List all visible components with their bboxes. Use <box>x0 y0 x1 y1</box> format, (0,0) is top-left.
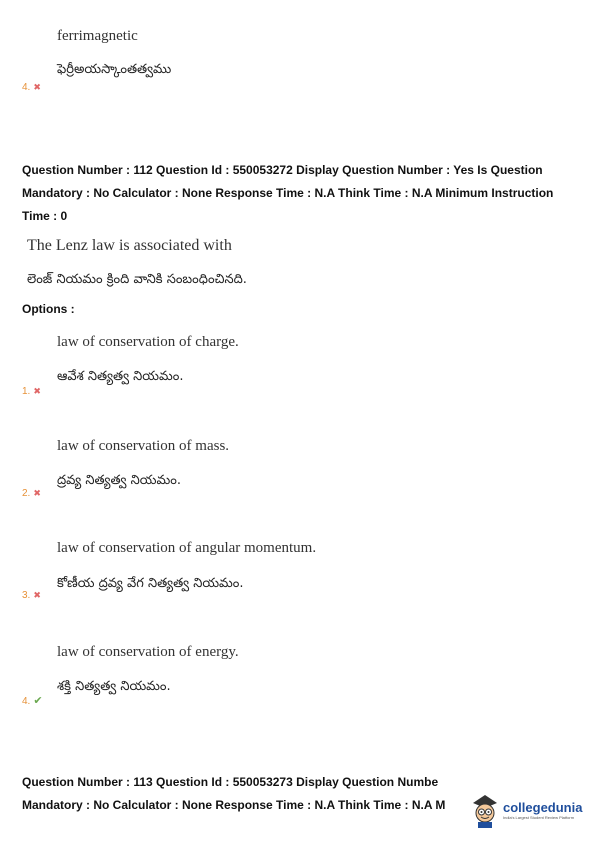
option-4-number-text: 4. <box>22 696 31 707</box>
options-label: Options : <box>22 302 75 316</box>
next-meta-line-2: Mandatory : No Calculator : None Response Time : N.A Think Time : N.A M <box>22 798 446 812</box>
option-2-number <box>22 488 41 499</box>
option-4-telugu: శక్తి నిత్యత్వ నియమం. <box>57 679 171 694</box>
cross-icon: ✖ <box>33 590 41 600</box>
cross-icon: ✖ <box>33 488 41 498</box>
option-1-telugu: ఆవేశ నిత్యత్వ నియమం. <box>57 369 184 384</box>
option-3-number-text: 3. <box>22 590 31 601</box>
meta-line-1: Question Number : 112 Question Id : 550053272 Display Question Number : Yes Is Question <box>22 163 543 177</box>
logo-tagline: India's Largest Student Review Platform <box>503 815 575 820</box>
logo-text: collegedunia <box>503 800 583 815</box>
mascot-icon <box>470 791 500 829</box>
option-3-number <box>22 590 41 601</box>
prev-option-number-text: 4. <box>22 82 31 93</box>
prev-option-english: ferrimagnetic <box>57 28 138 44</box>
option-1-english: law of conservation of charge. <box>57 334 239 350</box>
collegedunia-logo <box>470 790 592 830</box>
prev-option-telugu: ఫెర్రీఅయస్కాంతత్వము <box>57 62 172 77</box>
option-3-telugu: కోణీయ ద్రవ్య వేగ నిత్యత్వ నియమం. <box>57 576 244 591</box>
option-1-number-text: 1. <box>22 386 31 397</box>
next-question-meta <box>22 771 462 817</box>
option-2-number-text: 2. <box>22 488 31 499</box>
option-2-english: law of conservation of mass. <box>57 438 230 454</box>
option-4-number <box>22 694 43 707</box>
option-1-number <box>22 386 41 397</box>
meta-line-2: Mandatory : No Calculator : None Response Time : N.A Think Time : N.A Minimum Instruction <box>22 186 554 200</box>
next-meta-line-1: Question Number : 113 Question Id : 550053273 Display Question Numbe <box>22 775 439 789</box>
cross-icon: ✖ <box>33 386 41 396</box>
option-4-english: law of conservation of energy. <box>57 644 239 660</box>
prev-option-number <box>22 82 41 93</box>
option-2-telugu: ద్రవ్య నిత్యత్వ నియమం. <box>57 473 181 488</box>
question-text-telugu: లెంజ్ నియమం క్రింది వానికి సంబంధించినది. <box>27 272 247 287</box>
meta-line-3: Time : 0 <box>22 209 68 223</box>
question-text-english: The Lenz law is associated with <box>27 237 232 254</box>
question-meta <box>22 159 587 228</box>
cross-icon: ✖ <box>33 82 41 92</box>
option-3-english: law of conservation of angular momentum. <box>57 540 317 556</box>
check-icon: ✔ <box>33 695 43 707</box>
